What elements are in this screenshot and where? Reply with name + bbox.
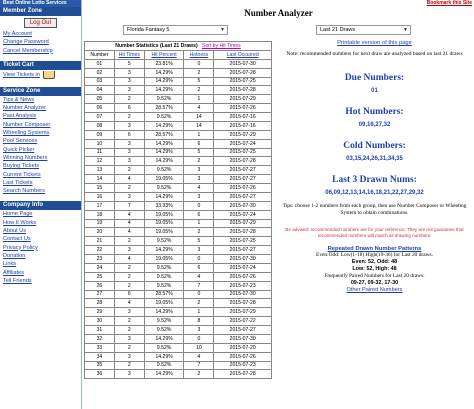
table-cell: 3 <box>114 192 144 201</box>
cold-numbers-title: Cold Numbers: <box>343 141 406 151</box>
table-row <box>85 334 272 343</box>
table-cell: 3 <box>184 192 214 201</box>
table-row <box>85 157 272 166</box>
table-cell: 3 <box>114 68 144 77</box>
table-cell: 19.05% <box>144 255 184 264</box>
printable-version-link[interactable]: Printable version of this page <box>337 40 412 46</box>
table-cell: 7 <box>184 281 214 290</box>
nav-quick-picker[interactable]: Quick Picker <box>3 146 35 153</box>
site-title: Best Online Lotto Services <box>0 0 81 7</box>
table-cell: 2 <box>114 263 144 272</box>
table-cell: 3 <box>114 121 144 130</box>
table-cell: 2 <box>114 343 144 352</box>
table-row <box>85 113 272 122</box>
table-cell: 17 <box>85 201 115 210</box>
table-cell: 4 <box>114 228 144 237</box>
repeated-patterns-link[interactable]: Repeated Drawn Number Patterns <box>327 246 422 252</box>
even-odd-line: Even:Odd: Low(1-18) High(19-36) for Last 20 draws. <box>316 252 433 258</box>
hot-numbers-title: Hot Numbers: <box>345 107 404 117</box>
table-row <box>85 139 272 148</box>
table-cell: 2015-07-27 <box>214 192 272 201</box>
stats-caption-row <box>85 42 272 51</box>
table-cell: 2015-07-26 <box>214 352 272 361</box>
table-cell: 9.52% <box>144 237 184 246</box>
table-cell: 6 <box>184 139 214 148</box>
draws-select[interactable] <box>316 25 411 35</box>
table-cell: 22 <box>85 246 115 255</box>
table-cell: 2015-07-24 <box>214 210 272 219</box>
table-cell: 2015-07-29 <box>214 130 272 139</box>
table-cell: 9.52% <box>144 343 184 352</box>
table-row <box>85 317 272 326</box>
table-cell: 33 <box>85 343 115 352</box>
table-row <box>85 59 272 68</box>
table-cell: 32 <box>85 334 115 343</box>
table-cell: 2015-07-25 <box>214 77 272 86</box>
nav-how-it-works[interactable]: How It Works <box>3 219 37 226</box>
table-cell: 3 <box>184 246 214 255</box>
table-cell: 14.29% <box>144 246 184 255</box>
table-cell: 20 <box>85 228 115 237</box>
table-cell: 02 <box>85 68 115 77</box>
table-cell: 23.81% <box>144 59 184 68</box>
nav-affiliates[interactable]: Affiliates <box>3 269 25 276</box>
table-row <box>85 104 272 113</box>
nav-number-composer[interactable]: Number Composer <box>3 121 51 128</box>
table-cell: 9.52% <box>144 281 184 290</box>
stats-body <box>85 59 272 379</box>
lottery-select-value: Florida Fantasy 5 <box>127 27 170 33</box>
table-cell: 2015-07-28 <box>214 68 272 77</box>
table-cell: 8 <box>184 317 214 326</box>
nav-winning-numbers[interactable]: Winning Numbers <box>3 154 48 161</box>
table-cell: 9.52% <box>144 166 184 175</box>
table-cell: 2 <box>184 68 214 77</box>
disclaimer-text: Be advised: recommended numbers are for your reference. They are not guarantee that recommended numbers will match all drawing numbers. <box>285 227 464 238</box>
table-cell: 5 <box>184 77 214 86</box>
table-row <box>85 343 272 352</box>
table-cell: 14.29% <box>144 121 184 130</box>
table-row <box>85 121 272 130</box>
table-cell: 9.52% <box>144 184 184 193</box>
table-cell: 4 <box>184 184 214 193</box>
table-cell: 31 <box>85 326 115 335</box>
table-cell: 27 <box>85 290 115 299</box>
table-cell: 2 <box>114 281 144 290</box>
table-cell: 28.57% <box>144 290 184 299</box>
chevron-down-icon: ▼ <box>220 27 225 33</box>
table-cell: 10 <box>184 343 214 352</box>
table-cell: 4 <box>114 219 144 228</box>
table-cell: 9.52% <box>144 317 184 326</box>
sidebar <box>0 0 82 409</box>
table-cell: 2015-07-30 <box>214 290 272 299</box>
table-cell: 2015-07-23 <box>214 281 272 290</box>
table-cell: 0 <box>184 290 214 299</box>
table-cell: 2 <box>114 272 144 281</box>
table-cell: 28.57% <box>144 104 184 113</box>
company-info-header: Company Info <box>0 201 81 210</box>
table-row <box>85 299 272 308</box>
table-cell: 2015-07-28 <box>214 157 272 166</box>
table-cell: 26 <box>85 281 115 290</box>
sort-by-hit-times-link[interactable]: Sort by Hit Times <box>201 42 241 49</box>
table-cell: 9.52% <box>144 361 184 370</box>
table-row <box>85 166 272 175</box>
table-row <box>85 246 272 255</box>
table-cell: 2015-07-28 <box>214 228 272 237</box>
table-cell: 1 <box>184 308 214 317</box>
col-last-occurred[interactable]: Last Occurred <box>214 50 272 59</box>
nav-home-page[interactable]: Home Page <box>3 211 33 218</box>
table-row <box>85 219 272 228</box>
nav-number-analyzer[interactable]: Number Analyzer <box>3 105 46 112</box>
table-cell: 01 <box>85 59 115 68</box>
table-cell: 34 <box>85 352 115 361</box>
table-cell: 3 <box>114 352 144 361</box>
table-cell: 9.52% <box>144 263 184 272</box>
table-cell: 3 <box>184 175 214 184</box>
table-row <box>85 86 272 95</box>
table-cell: 11 <box>85 148 115 157</box>
col-hotness[interactable]: Hotness <box>184 50 214 59</box>
table-row <box>85 68 272 77</box>
table-cell: 05 <box>85 95 115 104</box>
nav-past-analysis[interactable]: Past Analysis <box>3 113 37 120</box>
table-cell: 2 <box>114 166 144 175</box>
table-cell: 6 <box>184 263 214 272</box>
table-cell: 7 <box>184 361 214 370</box>
table-cell: 3 <box>114 148 144 157</box>
table-row <box>85 77 272 86</box>
even-odd-values: Even: 52, Odd: 48 <box>351 259 398 265</box>
hot-numbers-values: 09,16,27,32 <box>358 122 391 128</box>
nav-links[interactable]: Links <box>3 261 17 268</box>
table-cell: 14.29% <box>144 86 184 95</box>
table-cell: 0 <box>184 255 214 264</box>
table-cell: 3 <box>114 139 144 148</box>
cold-numbers-values: 03,15,24,26,31,34,35 <box>346 156 403 162</box>
table-cell: 5 <box>184 237 214 246</box>
low-high-values: Low: 52, High: 48 <box>352 266 397 272</box>
table-cell: 2015-07-27 <box>214 166 272 175</box>
table-cell: 0 <box>184 59 214 68</box>
table-cell: 2015-07-26 <box>214 104 272 113</box>
table-cell: 14.29% <box>144 68 184 77</box>
table-row <box>85 130 272 139</box>
table-cell: 6 <box>114 104 144 113</box>
table-row <box>85 281 272 290</box>
last3-title: Last 3 Drawn Nums: <box>332 175 417 185</box>
table-cell: 9.52% <box>144 326 184 335</box>
col-hit-times[interactable]: Hit Times <box>114 50 144 59</box>
my-account-link[interactable]: My Account <box>3 31 32 37</box>
table-cell: 2015-07-29 <box>214 308 272 317</box>
table-cell: 18 <box>85 210 115 219</box>
nav-wheeling-systems[interactable]: Wheeling Systems <box>3 130 50 137</box>
table-cell: 4 <box>184 352 214 361</box>
table-cell: 16 <box>85 192 115 201</box>
table-cell: 2015-07-27 <box>214 175 272 184</box>
table-row <box>85 228 272 237</box>
table-row <box>85 290 272 299</box>
cart-icon[interactable] <box>43 71 55 79</box>
view-tickets-link[interactable]: View Tickets in <box>3 72 40 79</box>
table-cell: 14.29% <box>144 370 184 379</box>
main-content <box>83 0 474 409</box>
table-cell: 15 <box>85 184 115 193</box>
table-cell: 14.29% <box>144 334 184 343</box>
table-cell: 19 <box>85 219 115 228</box>
table-cell: 2015-07-23 <box>214 361 272 370</box>
lottery-select[interactable] <box>123 25 228 35</box>
table-cell: 2015-07-24 <box>214 139 272 148</box>
page-title: Number Analyzer <box>244 8 313 18</box>
table-cell: 06 <box>85 104 115 113</box>
table-cell: 4 <box>114 255 144 264</box>
other-paired-numbers-link[interactable]: Other Paired Numbers <box>346 287 403 293</box>
table-row <box>85 95 272 104</box>
table-cell: 2015-07-30 <box>214 201 272 210</box>
table-row <box>85 184 272 193</box>
table-cell: 19.05% <box>144 175 184 184</box>
table-cell: 14 <box>184 121 214 130</box>
table-cell: 14.29% <box>144 77 184 86</box>
table-cell: 28.57% <box>144 130 184 139</box>
stats-caption-cell <box>85 42 272 51</box>
table-row <box>85 263 272 272</box>
table-cell: 14.29% <box>144 148 184 157</box>
table-cell: 3 <box>114 334 144 343</box>
nav-privacy-policy[interactable]: Privacy Policy <box>3 244 38 251</box>
last3-values: 06,09,12,13,14,16,18,21,22,27,29,32 <box>325 190 424 196</box>
table-cell: 13 <box>85 166 115 175</box>
table-cell: 2015-07-30 <box>214 334 272 343</box>
nav-donation[interactable]: Donation <box>3 252 26 259</box>
nav-tell-friends[interactable]: Tell Friends <box>3 277 32 284</box>
table-cell: 6 <box>184 210 214 219</box>
table-cell: 3 <box>114 77 144 86</box>
table-cell: 2015-07-25 <box>214 148 272 157</box>
table-cell: 35 <box>85 361 115 370</box>
table-cell: 3 <box>114 86 144 95</box>
table-cell: 14.29% <box>144 192 184 201</box>
nav-current-tickets[interactable]: Current Tickets <box>3 171 41 178</box>
table-cell: 19.05% <box>144 228 184 237</box>
table-cell: 2 <box>184 228 214 237</box>
table-cell: 2015-07-28 <box>214 370 272 379</box>
ticket-cart-header: Ticket Cart <box>0 61 81 70</box>
logout-button[interactable]: Log Out <box>24 18 57 28</box>
col-number: Number <box>85 50 115 59</box>
table-cell: 2015-07-29 <box>214 219 272 228</box>
paired-line: Frequently Paired Numbers for Last 20 draws: <box>324 273 425 279</box>
table-cell: 9.52% <box>144 272 184 281</box>
table-cell: 2015-07-27 <box>214 246 272 255</box>
table-cell: 9.52% <box>144 95 184 104</box>
draws-select-value: Last 21 Draws <box>320 27 356 33</box>
table-cell: 08 <box>85 121 115 130</box>
table-cell: 29 <box>85 308 115 317</box>
due-numbers-title: Due Numbers: <box>344 73 405 83</box>
table-cell: 2 <box>184 86 214 95</box>
table-cell: 2015-07-16 <box>214 121 272 130</box>
table-cell: 5 <box>114 59 144 68</box>
col-hit-percent[interactable]: Hit Percent <box>144 50 184 59</box>
table-row <box>85 237 272 246</box>
table-cell: 1 <box>184 95 214 104</box>
table-cell: 2015-07-22 <box>214 317 272 326</box>
table-cell: 09 <box>85 130 115 139</box>
cancel-membership-link[interactable]: Cancel Membership <box>3 47 53 54</box>
table-cell: 14.29% <box>144 139 184 148</box>
table-cell: 25 <box>85 272 115 281</box>
table-cell: 14.29% <box>144 308 184 317</box>
table-cell: 21 <box>85 237 115 246</box>
table-cell: 2015-07-28 <box>214 299 272 308</box>
table-cell: 4 <box>114 210 144 219</box>
table-cell: 0 <box>184 201 214 210</box>
table-cell: 2015-07-26 <box>214 184 272 193</box>
table-cell: 3 <box>184 166 214 175</box>
paired-values: 09-27, 09-32, 17-30 <box>350 280 399 286</box>
table-cell: 4 <box>184 272 214 281</box>
table-cell: 2 <box>114 237 144 246</box>
member-zone-header: Member Zone <box>0 7 81 16</box>
table-row <box>85 192 272 201</box>
table-cell: 9.52% <box>144 113 184 122</box>
table-cell: 2015-07-24 <box>214 263 272 272</box>
table-cell: 30 <box>85 317 115 326</box>
table-cell: 04 <box>85 86 115 95</box>
analysis-panel <box>275 40 474 293</box>
table-cell: 6 <box>114 130 144 139</box>
table-cell: 2 <box>114 326 144 335</box>
tips-text: Tips: choose 1-2 numbers from each group, then use Number Composer or Wheeling System to obtain combinations. <box>282 203 467 216</box>
table-cell: 3 <box>184 326 214 335</box>
stats-header-row <box>85 50 272 59</box>
table-cell: 2 <box>184 157 214 166</box>
table-cell: 2015-07-30 <box>214 59 272 68</box>
table-row <box>85 361 272 370</box>
table-cell: 10 <box>85 139 115 148</box>
table-cell: 24 <box>85 263 115 272</box>
change-password-link[interactable]: Change Password <box>3 39 49 46</box>
table-cell: 1 <box>184 130 214 139</box>
table-cell: 2 <box>114 317 144 326</box>
table-cell: 2015-07-27 <box>214 326 272 335</box>
table-cell: 3 <box>114 246 144 255</box>
table-cell: 2015-07-26 <box>214 272 272 281</box>
table-row <box>85 326 272 335</box>
chevron-down-icon: ▼ <box>403 27 408 33</box>
table-cell: 3 <box>114 370 144 379</box>
table-row <box>85 210 272 219</box>
table-cell: 1 <box>184 219 214 228</box>
table-cell: 4 <box>114 175 144 184</box>
table-cell: 19.05% <box>144 299 184 308</box>
table-cell: 2 <box>114 361 144 370</box>
stats-caption: Number Statistics (Last 21 Draws) <box>115 42 198 49</box>
table-cell: 0 <box>184 334 214 343</box>
table-cell: 19.05% <box>144 210 184 219</box>
table-row <box>85 308 272 317</box>
table-cell: 4 <box>114 299 144 308</box>
table-cell: 3 <box>114 157 144 166</box>
logout-wrap <box>0 16 81 30</box>
table-cell: 19.05% <box>144 219 184 228</box>
table-row <box>85 175 272 184</box>
table-cell: 2 <box>114 113 144 122</box>
table-cell: 7 <box>114 201 144 210</box>
nav-pool-services[interactable]: Pool Services <box>3 138 38 145</box>
due-numbers-values: 01 <box>371 88 378 94</box>
table-cell: 2015-07-28 <box>214 86 272 95</box>
table-cell: 4 <box>184 104 214 113</box>
table-cell: 2 <box>114 95 144 104</box>
table-cell: 28 <box>85 299 115 308</box>
table-cell: 14.29% <box>144 352 184 361</box>
table-cell: 2015-07-16 <box>214 113 272 122</box>
table-cell: 14.29% <box>144 157 184 166</box>
nav-search-numbers[interactable]: Search Numbers <box>3 188 45 195</box>
table-cell: 2 <box>114 184 144 193</box>
table-cell: 3 <box>114 308 144 317</box>
table-cell: 2 <box>184 299 214 308</box>
nav-buying-tickets[interactable]: Buying Tickets <box>3 163 40 170</box>
table-cell: 5 <box>184 148 214 157</box>
table-row <box>85 352 272 361</box>
table-cell: 33.33% <box>144 201 184 210</box>
table-row <box>85 370 272 379</box>
nav-last-tickets[interactable]: Last Tickets <box>3 179 33 186</box>
table-cell: 12 <box>85 157 115 166</box>
table-cell: 2015-07-30 <box>214 255 272 264</box>
table-cell: 2015-07-25 <box>214 237 272 246</box>
nav-about-us[interactable]: About Us <box>3 228 27 235</box>
cart-row <box>0 70 81 81</box>
table-cell: 23 <box>85 255 115 264</box>
analysis-note: Note: recommended numbers for next draw are analyzed based on last 21 draws <box>286 51 463 57</box>
table-row <box>85 201 272 210</box>
nav-contact-us[interactable]: Contact Us <box>3 236 31 243</box>
table-cell: 2015-07-29 <box>214 95 272 104</box>
table-row <box>85 255 272 264</box>
table-cell: 03 <box>85 77 115 86</box>
table-cell: 07 <box>85 113 115 122</box>
number-stats-table <box>84 41 272 379</box>
bookmark-link[interactable]: Bookmark this Site <box>426 0 472 6</box>
table-cell: 14 <box>184 113 214 122</box>
table-cell: 36 <box>85 370 115 379</box>
table-cell: 2015-07-20 <box>214 343 272 352</box>
table-cell: 14 <box>85 175 115 184</box>
table-row <box>85 148 272 157</box>
nav-tips-news[interactable]: Tips & News <box>3 96 35 103</box>
service-zone-header: Service Zone <box>0 87 81 96</box>
table-cell: 2 <box>184 370 214 379</box>
table-row <box>85 272 272 281</box>
table-cell: 6 <box>114 290 144 299</box>
